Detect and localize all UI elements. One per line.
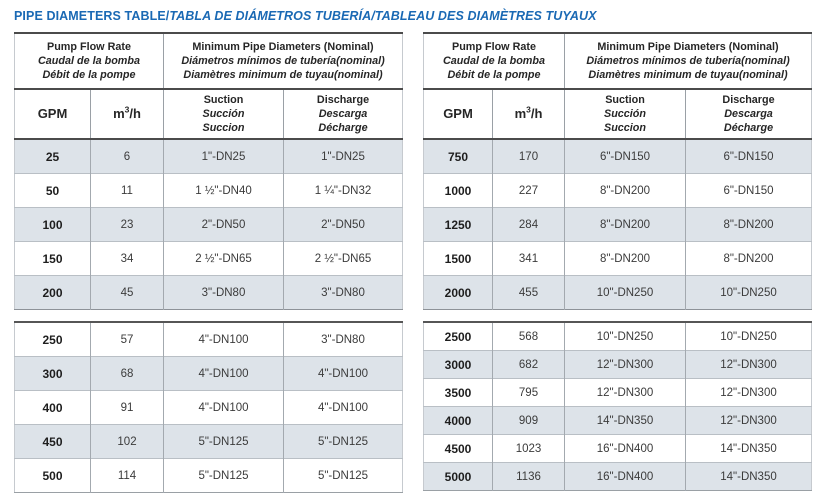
discharge-cell: 4"-DN100: [284, 391, 403, 425]
table-row: [15, 208, 403, 242]
discharge-cell: 5"-DN125: [284, 459, 403, 493]
m3h-cell: 795: [493, 379, 565, 407]
suction-cell: 5"-DN125: [164, 459, 284, 493]
m3h-cell: 57: [91, 322, 164, 357]
group-header-row: [15, 33, 403, 89]
m3h-cell: 114: [91, 459, 164, 493]
table-row: [15, 357, 403, 391]
m3h-cell: 284: [493, 208, 565, 242]
suction-cell: 16"-DN400: [565, 463, 686, 491]
discharge-cell: 2 ½"-DN65: [284, 242, 403, 276]
suction-cell: 16"-DN400: [565, 435, 686, 463]
m3h-label: $m^3/h$: [514, 104, 543, 122]
pipe-table-low-flow-lower: [14, 321, 403, 493]
header-line-fr: Diamètres minimum de tuyau(nominal): [183, 69, 383, 82]
discharge-cell: 12"-DN300: [686, 379, 812, 407]
table-row: [15, 276, 403, 310]
table-row: [424, 351, 812, 379]
suction-cell: 4"-DN100: [164, 357, 284, 391]
m3h-cell: 1023: [493, 435, 565, 463]
suction-cell: 1 ½"-DN40: [164, 174, 284, 208]
table-row: [424, 208, 812, 242]
m3h-cell: 227: [493, 174, 565, 208]
discharge-cell: 12"-DN300: [686, 407, 812, 435]
suction-cell: 4"-DN100: [164, 322, 284, 357]
discharge-cell: 14"-DN350: [686, 463, 812, 491]
gpm-cell: 1500: [424, 242, 493, 276]
min-pipe-diameters-header: [565, 33, 812, 89]
suction-cell: 3"-DN80: [164, 276, 284, 310]
discharge-cell: 1 ¼"-DN32: [284, 174, 403, 208]
table-row: [424, 139, 812, 174]
discharge-cell: 4"-DN100: [284, 357, 403, 391]
table-row: [424, 407, 812, 435]
suction-cell: 12"-DN300: [565, 351, 686, 379]
discharge-cell: 3"-DN80: [284, 322, 403, 357]
gpm-cell: 3000: [424, 351, 493, 379]
gpm-cell: 750: [447, 149, 469, 164]
suction-cell: 10"-DN250: [565, 276, 686, 310]
suction-cell: 2"-DN50: [164, 208, 284, 242]
gpm-column-header: [424, 89, 493, 139]
discharge-cell: 14"-DN350: [686, 435, 812, 463]
m3h-cell: 455: [493, 276, 565, 310]
tables-container: [14, 32, 810, 493]
gpm-cell: 2500: [444, 329, 472, 344]
pipe-table-high-flow: [423, 32, 811, 491]
suction-cell: 2 ½"-DN65: [164, 242, 284, 276]
discharge-cell: 6"-DN150: [686, 139, 812, 174]
m3h-cell: 45: [91, 276, 164, 310]
discharge-column-header: Discharge Descarga Décharge: [686, 89, 812, 139]
discharge-cell: 1"-DN25: [284, 139, 403, 174]
gpm-cell: 5000: [424, 463, 493, 491]
table-row: [424, 435, 812, 463]
column-header-row: [424, 89, 812, 139]
gpm-cell: 200: [15, 276, 91, 310]
page-title: [14, 9, 810, 23]
pipe-table-high-flow-upper: [423, 32, 812, 310]
suction-cell: 12"-DN300: [565, 379, 686, 407]
header-line-es: Diámetros mínimos de tubería(nominal): [586, 54, 790, 67]
table-row: [424, 242, 812, 276]
m3h-cell: 23: [91, 208, 164, 242]
header-line-en: Minimum Pipe Diameters (Nominal): [192, 40, 374, 53]
suction-cell: 10"-DN250: [565, 322, 686, 351]
gpm-cell: 4500: [424, 435, 493, 463]
suction-column-header: Suction Succión Succion: [164, 89, 284, 139]
suction-cell: 14"-DN350: [565, 407, 686, 435]
header-line-es: Caudal de la bomba: [38, 54, 140, 67]
header-line-es: Diámetros mínimos de tubería(nominal): [181, 54, 385, 67]
m3h-cell: 341: [493, 242, 565, 276]
table-row: [424, 276, 812, 310]
header-line-fr: Débit de la pompe: [447, 69, 541, 82]
m3h-cell: 6: [91, 139, 164, 174]
table-body-lower: [15, 322, 403, 493]
gpm-cell: 300: [15, 357, 91, 391]
gpm-cell: 1000: [424, 174, 493, 208]
gpm-cell: 4000: [424, 407, 493, 435]
table-row: [15, 322, 403, 357]
discharge-cell: 10"-DN250: [686, 322, 812, 351]
m3h-cell: 1136: [493, 463, 565, 491]
suction-cell: 4"-DN100: [164, 391, 284, 425]
header-line-fr: Débit de la pompe: [42, 69, 136, 82]
table-body-upper: [424, 139, 812, 310]
gpm-cell: 400: [15, 391, 91, 425]
gpm-cell: 150: [15, 242, 91, 276]
suction-cell: 8"-DN200: [565, 174, 686, 208]
table-row: [15, 391, 403, 425]
header-line-es: Caudal de la bomba: [443, 54, 545, 67]
discharge-cell: 12"-DN300: [686, 351, 812, 379]
suction-cell: 5"-DN125: [164, 425, 284, 459]
gpm-cell: 500: [15, 459, 91, 493]
header-line-en: Pump Flow Rate: [452, 40, 536, 53]
header-line-fr: Diamètres minimum de tuyau(nominal): [588, 69, 788, 82]
m3h-label: $m^3/h$: [113, 104, 141, 122]
suction-cell: 1"-DN25: [164, 139, 284, 174]
discharge-cell: 5"-DN125: [284, 425, 403, 459]
gpm-cell: 2000: [424, 276, 493, 310]
gpm-cell: 450: [15, 425, 91, 459]
m3h-column-header: [91, 89, 164, 139]
gpm-cell: 100: [15, 208, 91, 242]
m3h-cell: 568: [493, 322, 565, 351]
pipe-table-low-flow: [14, 32, 402, 493]
m3h-column-header: [493, 89, 565, 139]
table-row: [424, 174, 812, 208]
suction-cell: 8"-DN200: [565, 242, 686, 276]
gpm-cell: 3500: [424, 379, 493, 407]
min-pipe-diameters-header: [164, 33, 403, 89]
header-line-en: Pump Flow Rate: [47, 40, 131, 53]
pump-flow-rate-header: [15, 33, 164, 89]
discharge-cell: 2"-DN50: [284, 208, 403, 242]
header-line-en: Minimum Pipe Diameters (Nominal): [597, 40, 779, 53]
m3h-cell: 11: [91, 174, 164, 208]
suction-cell: 8"-DN200: [565, 208, 686, 242]
table-row: [15, 242, 403, 276]
discharge-cell: 8"-DN200: [686, 208, 812, 242]
suction-column-header: Suction Succión Succion: [565, 89, 686, 139]
gpm-cell: 25: [45, 149, 60, 164]
discharge-cell: 10"-DN250: [686, 276, 812, 310]
pump-flow-rate-header: [424, 33, 565, 89]
m3h-cell: 91: [91, 391, 164, 425]
table-row: [15, 174, 403, 208]
m3h-cell: 68: [91, 357, 164, 391]
table-row: [15, 459, 403, 493]
title-english: PIPE DIAMETERS TABLE/: [14, 9, 170, 23]
m3h-cell: 170: [493, 139, 565, 174]
m3h-cell: 909: [493, 407, 565, 435]
suction-cell: 6"-DN150: [565, 139, 686, 174]
gpm-cell: 50: [15, 174, 91, 208]
title-translations: TABLA DE DIÁMETROS TUBERÍA/TABLEAU DES DIAMÈTRES TUYAUX: [169, 9, 597, 23]
table-row: [424, 322, 812, 351]
pipe-table-low-flow-upper: [14, 32, 403, 310]
discharge-cell: 6"-DN150: [686, 174, 812, 208]
gpm-cell: 1250: [424, 208, 493, 242]
table-row: [424, 463, 812, 491]
gpm-column-header: [15, 89, 91, 139]
pipe-table-high-flow-lower: [423, 321, 812, 491]
discharge-cell: 8"-DN200: [686, 242, 812, 276]
table-row: [15, 139, 403, 174]
discharge-column-header: Discharge Descarga Décharge: [284, 89, 403, 139]
m3h-cell: 682: [493, 351, 565, 379]
m3h-cell: 102: [91, 425, 164, 459]
group-header-row: [424, 33, 812, 89]
column-header-row: [15, 89, 403, 139]
gpm-label: GPM: [37, 105, 68, 121]
gpm-cell: 250: [42, 332, 63, 347]
table-body-upper: [15, 139, 403, 310]
m3h-cell: 34: [91, 242, 164, 276]
discharge-cell: 3"-DN80: [284, 276, 403, 310]
table-row: [424, 379, 812, 407]
table-row: [15, 425, 403, 459]
gpm-label: GPM: [443, 105, 473, 121]
table-body-lower: [424, 322, 812, 491]
